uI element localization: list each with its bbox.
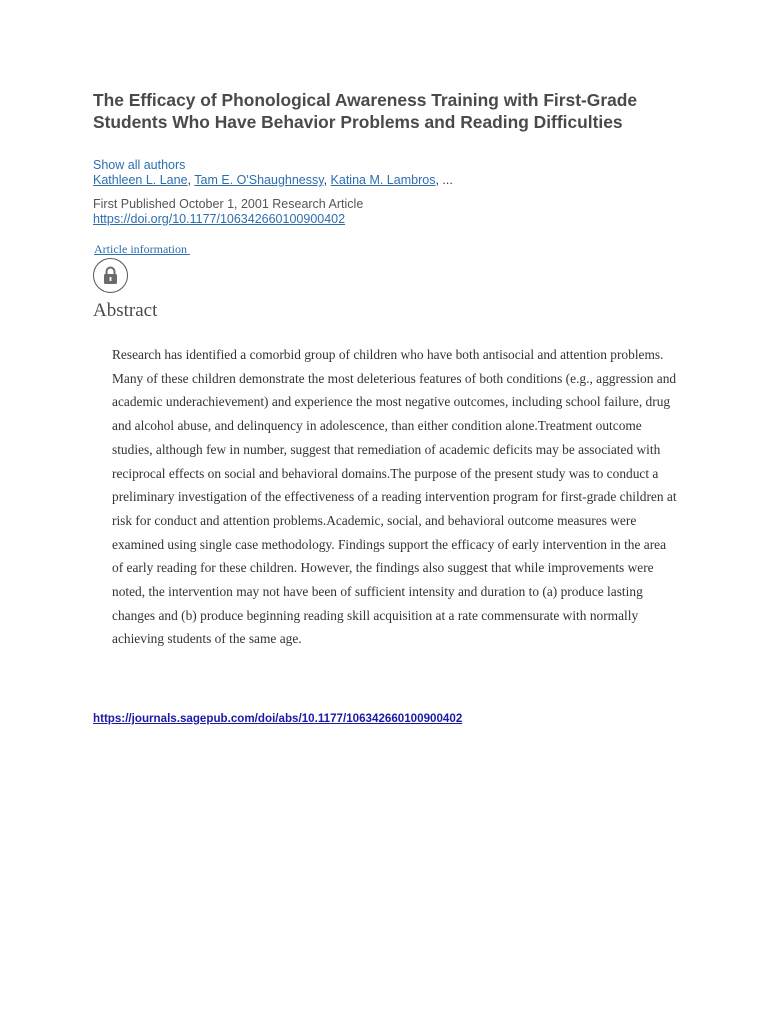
abstract-heading: Abstract <box>93 300 158 321</box>
author-list <box>93 173 453 188</box>
doi-link[interactable]: https://doi.org/10.1177/106342660100900402 <box>93 212 346 226</box>
author-link[interactable]: Tam E. O'Shaughnessy <box>194 173 324 187</box>
author-link[interactable]: Katina M. Lambros <box>330 173 436 187</box>
article-information-link[interactable]: Article information <box>94 242 190 256</box>
author-separator: , <box>323 173 331 187</box>
access-lock-button[interactable] <box>93 258 128 293</box>
author-link[interactable]: Kathleen L. Lane <box>93 173 188 187</box>
show-all-authors-link[interactable]: Show all authors <box>93 158 186 172</box>
lock-icon <box>102 266 119 285</box>
article-title: The Efficacy of Phonological Awareness Training with First-Grade Students Who Have Behavior Problems and Reading Difficulties <box>93 90 638 132</box>
authors-more: , ... <box>435 173 453 187</box>
author-separator: , <box>187 173 195 187</box>
abstract-text: Research has identified a comorbid group of children who have both antisocial and attention problems. Many of these children demonstrate the most deleterious features of both conditions (e.g., aggression and academic underachievement) and experience the most negative outcomes, including school failure, drug and alcohol abuse, and delinquency in adolescence, than either condition alone.Treatment outcome studies, although few in number, suggest that remediation of academic deficits may be associated with reciprocal effects on social and behavioral domains.The purpose of the present study was to conduct a preliminary investigation of the effectiveness of a reading intervention program for first-grade children at risk for conduct and attention problems.Academic, social, and behavioral outcome measures were examined using single case methodology. Findings support the efficacy of early intervention in the area of early reading for these children. However, the findings also suggest that while improvements were noted, the intervention may not have been of sufficient intensity and duration to (a) produce lasting changes and (b) produce beginning reading skill acquisition at a rate commensurate with normally achieving students of the same age. <box>112 347 677 647</box>
publication-info: First Published October 1, 2001 Research Article <box>93 197 364 211</box>
source-url-link[interactable]: https://journals.sagepub.com/doi/abs/10.1177/106342660100900402 <box>93 712 463 725</box>
